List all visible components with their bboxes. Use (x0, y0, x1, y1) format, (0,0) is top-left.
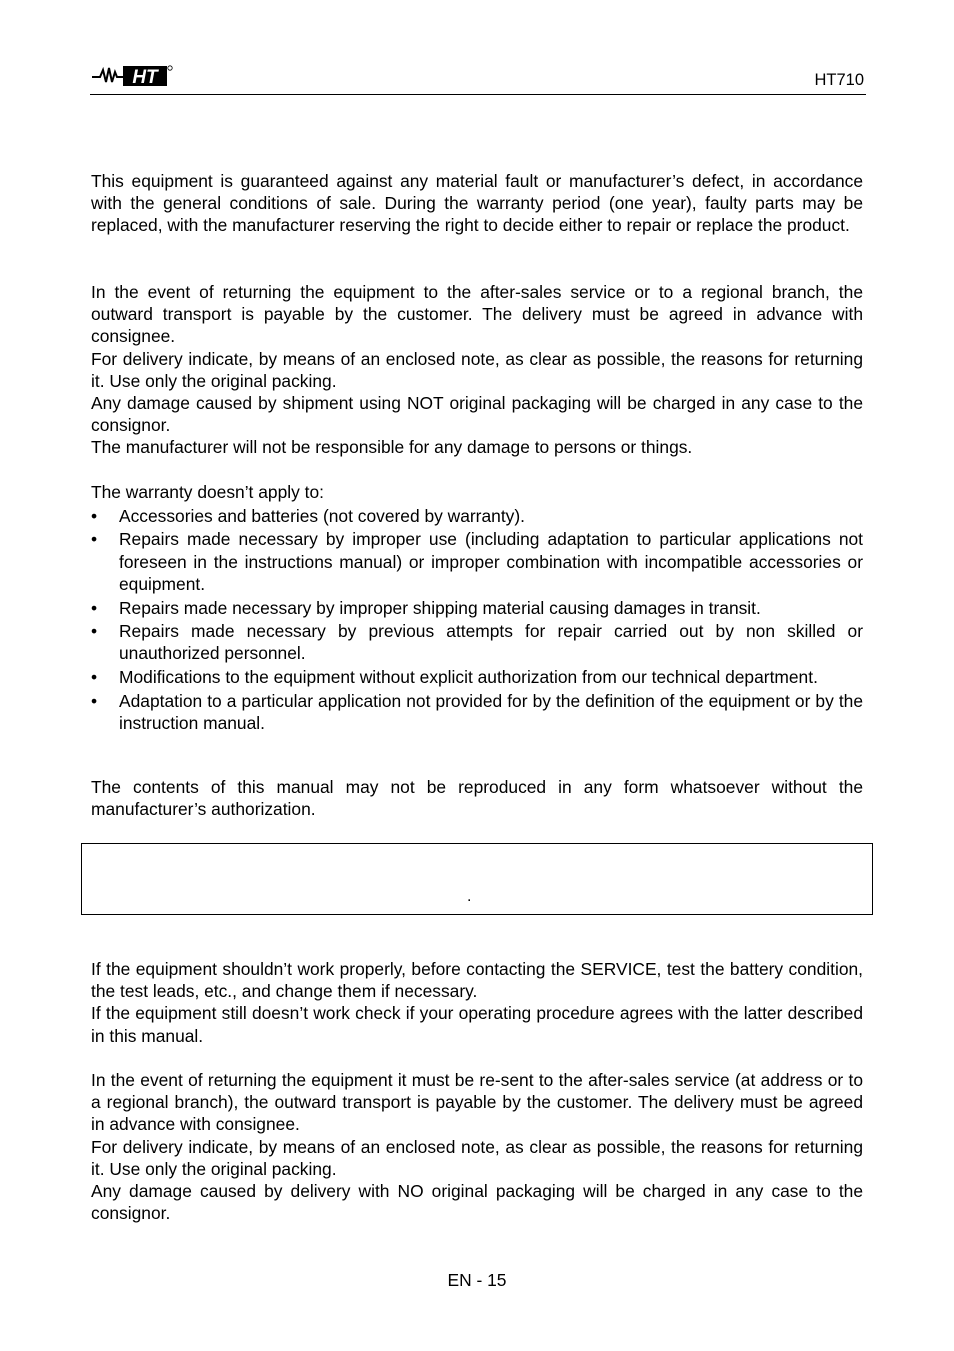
service-line: In the event of returning the equipment it must be re-sent to the after-sales service (at address or to a regional branch), the outward transport is payable by the customer. The delivery must be agreed in advance with consignee. (91, 1070, 863, 1135)
ht-logo-text: HT (132, 67, 158, 88)
ht-logo (90, 60, 174, 90)
bullet-icon: • (91, 505, 98, 526)
note-box (81, 843, 873, 915)
bullet-icon: • (91, 597, 98, 618)
warranty-return-paragraph (91, 281, 863, 459)
list-item: • Adaptation to a particular application not provided for by the definition of the equipment or by the instruction manual. (91, 690, 863, 734)
bullet-icon: • (91, 690, 98, 711)
return-line: In the event of returning the equipment to the after-sales service or to a regional branch, the outward transport is payable by the customer. The delivery must be agreed in advance with consignee. (91, 282, 863, 347)
bullet-icon: • (91, 529, 98, 550)
list-item: • Repairs made necessary by improper use (including adaptation to particular applications not foreseen in the instructions manual) or improper combination with incompatible accessories or equipment. (91, 529, 863, 594)
header-divider (90, 94, 866, 95)
warranty-paragraph-1 (91, 170, 863, 237)
list-item: • Modifications to the equipment without explicit authorization from our technical department. (91, 667, 818, 688)
service-line: If the equipment shouldn’t work properly, before contacting the SERVICE, test the battery condition, the test leads, etc., and change them if necessary. (91, 959, 863, 1002)
copyright-text: The contents of this manual may not be reproduced in any form whatsoever without the manufacturer’s authorization. (91, 777, 863, 820)
note-text: . (467, 888, 472, 905)
service-paragraph-2 (91, 1069, 863, 1224)
return-line: Any damage caused by shipment using NOT original packaging will be charged in any case to the consignor. (91, 393, 863, 436)
copyright-paragraph (91, 776, 863, 820)
return-line: The manufacturer will not be responsible for any damage to persons or things. (91, 437, 693, 458)
service-paragraph-1 (91, 958, 863, 1047)
list-item: • Repairs made necessary by previous attempts for repair carried out by non skilled or unauthorized personnel. (91, 621, 863, 664)
ht-logo-graphic (90, 60, 174, 90)
exclusions-intro: The warranty doesn’t apply to: (91, 482, 324, 502)
list-item: • Repairs made necessary by improper shipping material causing damages in transit. (91, 597, 761, 618)
model-name: HT710 (814, 71, 864, 89)
service-line: For delivery indicate, by means of an enclosed note, as clear as possible, the reasons for returning it. Use only the original packing. (91, 1136, 863, 1179)
warranty-text: This equipment is guaranteed against any material fault or manufacturer’s defect, in accordance with the general conditions of sale. During the warranty period (one year), faulty parts may be replaced, with the manufacturer reserving the right to decide either to repair or replace the product. (91, 171, 863, 236)
service-line: Any damage caused by delivery with NO original packaging will be charged in any case to the consignor. (91, 1181, 863, 1224)
list-item: • Accessories and batteries (not covered by warranty). (91, 505, 525, 526)
bullet-icon: • (91, 667, 98, 688)
exclusions-list (91, 505, 863, 735)
warranty-exclusions (91, 481, 863, 736)
bullet-icon: • (91, 621, 98, 642)
service-line: If the equipment still doesn’t work check if your operating procedure agrees with the latter described in this manual. (91, 1003, 863, 1046)
return-line: For delivery indicate, by means of an enclosed note, as clear as possible, the reasons for returning it. Use only the original packing. (91, 348, 863, 391)
page-number: EN - 15 (447, 1270, 507, 1290)
